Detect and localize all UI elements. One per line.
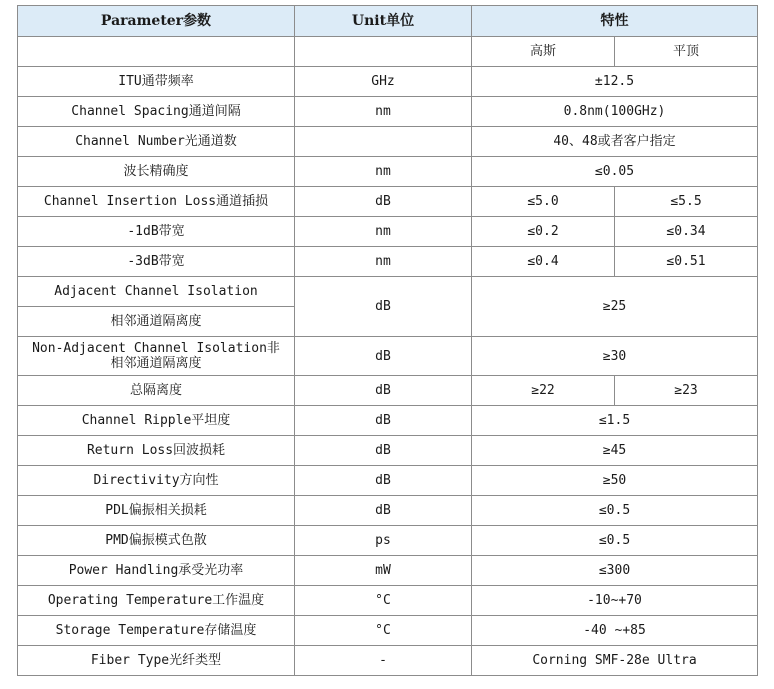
header-characteristics: 特性 [472, 6, 758, 37]
header-unit: Unit单位 [295, 6, 472, 37]
param-line-english: Non-Adjacent Channel Isolation非 [32, 341, 280, 356]
param-cell: Power Handling承受光功率 [18, 556, 295, 586]
table-row [18, 337, 758, 376]
unit-cell: dB [295, 466, 472, 496]
subheader-empty-unit [295, 37, 472, 67]
value-cell: -10~+70 [472, 586, 758, 616]
gaussian-value-cell: ≥22 [472, 376, 615, 406]
gaussian-value-cell: ≤0.4 [472, 247, 615, 277]
param-cell [18, 337, 295, 376]
unit-cell: dB [295, 376, 472, 406]
value-cell: ≥30 [472, 337, 758, 376]
value-cell: ±12.5 [472, 67, 758, 97]
table-row [18, 436, 758, 466]
flat-top-value-cell: ≤0.51 [615, 247, 758, 277]
subheader-empty-param [18, 37, 295, 67]
unit-cell: dB [295, 406, 472, 436]
header-row [18, 6, 758, 37]
unit-cell: nm [295, 157, 472, 187]
unit-cell: dB [295, 337, 472, 376]
param-cell: Channel Number光通道数 [18, 127, 295, 157]
value-cell: ≥25 [472, 277, 758, 337]
unit-cell: nm [295, 217, 472, 247]
gaussian-value-cell: ≤5.0 [472, 187, 615, 217]
param-cell: PMD偏振模式色散 [18, 526, 295, 556]
value-cell: ≤300 [472, 556, 758, 586]
unit-cell: - [295, 646, 472, 676]
table-row [18, 157, 758, 187]
param-cell: Channel Ripple平坦度 [18, 406, 295, 436]
table-row [18, 406, 758, 436]
spec-table [17, 5, 758, 676]
value-cell: ≤0.5 [472, 526, 758, 556]
value-cell: 0.8nm(100GHz) [472, 97, 758, 127]
subheader-flat-top: 平顶 [615, 37, 758, 67]
unit-cell [295, 127, 472, 157]
table-row [18, 376, 758, 406]
table-row [18, 217, 758, 247]
value-cell: ≤1.5 [472, 406, 758, 436]
value-cell: 40、48或者客户指定 [472, 127, 758, 157]
unit-cell: dB [295, 277, 472, 337]
table-row [18, 187, 758, 217]
table-row [18, 97, 758, 127]
table-row [18, 67, 758, 97]
table-row [18, 466, 758, 496]
param-cell: 波长精确度 [18, 157, 295, 187]
param-cell: Storage Temperature存储温度 [18, 616, 295, 646]
subheader-gaussian: 高斯 [472, 37, 615, 67]
param-cell: Operating Temperature工作温度 [18, 586, 295, 616]
param-cell: Channel Spacing通道间隔 [18, 97, 295, 127]
value-cell: ≤0.05 [472, 157, 758, 187]
value-cell: -40 ~+85 [472, 616, 758, 646]
flat-top-value-cell: ≤0.34 [615, 217, 758, 247]
unit-cell: °C [295, 586, 472, 616]
unit-cell: mW [295, 556, 472, 586]
value-cell: ≥45 [472, 436, 758, 466]
flat-top-value-cell: ≤5.5 [615, 187, 758, 217]
param-cell: -3dB带宽 [18, 247, 295, 277]
value-cell: ≤0.5 [472, 496, 758, 526]
unit-cell: °C [295, 616, 472, 646]
param-cell: Return Loss回波损耗 [18, 436, 295, 466]
unit-cell: nm [295, 247, 472, 277]
param-cell [18, 277, 295, 337]
flat-top-value-cell: ≥23 [615, 376, 758, 406]
param-cell: Fiber Type光纤类型 [18, 646, 295, 676]
table-row [18, 127, 758, 157]
gaussian-value-cell: ≤0.2 [472, 217, 615, 247]
table-row [18, 586, 758, 616]
param-cell: ITU通带频率 [18, 67, 295, 97]
param-cell: -1dB带宽 [18, 217, 295, 247]
table-row [18, 526, 758, 556]
param-cell: PDL偏振相关损耗 [18, 496, 295, 526]
param-line-chinese: 相邻通道隔离度 [110, 314, 202, 329]
unit-cell: GHz [295, 67, 472, 97]
unit-cell: nm [295, 97, 472, 127]
table-row [18, 646, 758, 676]
table-row [18, 556, 758, 586]
value-cell: ≥50 [472, 466, 758, 496]
value-cell: Corning SMF-28e Ultra [472, 646, 758, 676]
param-cell: Channel Insertion Loss通道插损 [18, 187, 295, 217]
table-row [18, 277, 758, 337]
param-cell: 总隔离度 [18, 376, 295, 406]
unit-cell: dB [295, 436, 472, 466]
param-line-english: Adjacent Channel Isolation [18, 277, 294, 307]
unit-cell: ps [295, 526, 472, 556]
param-line-chinese: 相邻通道隔离度 [110, 356, 202, 371]
unit-cell: dB [295, 496, 472, 526]
header-parameter: Parameter参数 [18, 6, 295, 37]
table-row [18, 616, 758, 646]
param-cell: Directivity方向性 [18, 466, 295, 496]
unit-cell: dB [295, 187, 472, 217]
table-row [18, 496, 758, 526]
table-row [18, 247, 758, 277]
subheader-row [18, 37, 758, 67]
